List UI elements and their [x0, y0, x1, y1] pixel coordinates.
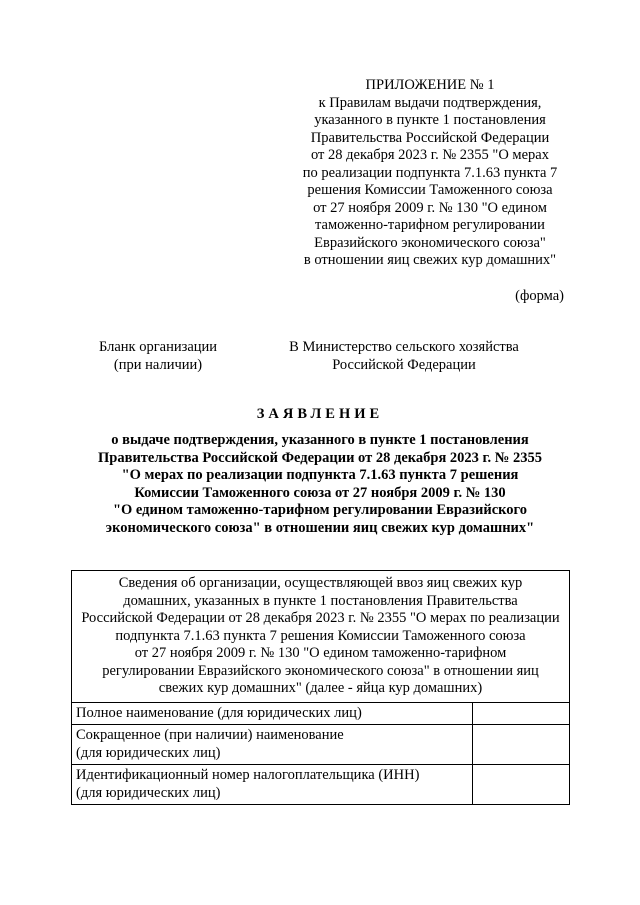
recipient-block — [274, 338, 534, 374]
field-label-line: (для юридических лиц) — [76, 784, 221, 801]
appendix-line: от 27 ноября 2009 г. № 130 "О едином — [313, 199, 547, 216]
document-subtitle — [70, 432, 570, 537]
organization-letterhead — [84, 338, 232, 374]
field-label-line: Идентификационный номер налогоплательщика (ИНН) — [76, 767, 420, 783]
appendix-line: решения Комиссии Таможенного союза — [307, 182, 553, 198]
organization-info-table — [71, 570, 570, 805]
appendix-block — [290, 77, 570, 270]
table-row — [72, 725, 570, 765]
appendix-line: Правительства Российской Федерации — [310, 129, 550, 146]
letterhead-line: (при наличии) — [113, 357, 203, 373]
recipient-line: Российской Федерации — [332, 357, 476, 373]
field-label-full-name — [72, 702, 473, 725]
table-header-row — [72, 571, 570, 703]
recipient-line: В Министерство сельского хозяйства — [289, 339, 519, 355]
appendix-line: указанного в пункте 1 постановления — [314, 112, 546, 128]
table-header-cell — [72, 571, 570, 703]
appendix-line: в отношении яиц свежих кур домашних" — [303, 252, 557, 268]
field-value-inn[interactable] — [473, 765, 570, 805]
subtitle-line: "О едином таможенно-тарифном регулировании Евразийского — [112, 502, 528, 518]
field-value-full-name[interactable] — [473, 702, 570, 725]
subtitle-line: о выдаче подтверждения, указанного в пункте 1 постановления — [111, 432, 529, 448]
appendix-title: ПРИЛОЖЕНИЕ № 1 — [365, 77, 495, 93]
header-line: домашних, указанных в пункте 1 постановления Правительства — [123, 592, 518, 609]
header-line: регулировании Евразийского экономического союза" в отношении яиц — [102, 662, 539, 679]
subtitle-line: Правительства Российской Федерации от 28 декабря 2023 г. № 2355 — [98, 449, 542, 466]
table-row — [72, 765, 570, 805]
header-line: Российской Федерации от 28 декабря 2023 г. № 2355 "О мерах по реализации — [81, 610, 560, 626]
header-line: свежих кур домашних" (далее - яйца кур домашних) — [158, 680, 483, 696]
subtitle-line: "О мерах по реализации подпункта 7.1.63 пункта 7 решения — [121, 467, 519, 483]
appendix-line: к Правилам выдачи подтверждения, — [318, 94, 542, 111]
subtitle-line: Комиссии Таможенного союза от 27 ноября 2009 г. № 130 — [134, 484, 506, 501]
header-line: от 27 ноября 2009 г. № 130 "О едином таможенно-тарифном — [134, 645, 507, 661]
field-value-short-name[interactable] — [473, 725, 570, 765]
field-label-line: Полное наименование (для юридических лиц) — [76, 704, 362, 721]
form-label: (форма) — [515, 288, 564, 304]
letterhead-line: Бланк организации — [98, 339, 218, 355]
document-title: ЗАЯВЛЕНИЕ — [256, 406, 384, 422]
header-line: Сведения об организации, осуществляющей ввоз яиц свежих кур — [118, 575, 523, 591]
field-label-inn — [72, 765, 473, 805]
appendix-line: от 28 декабря 2023 г. № 2355 "О мерах — [311, 147, 549, 163]
appendix-line: Евразийского экономического союза" — [314, 234, 546, 251]
field-label-line: (для юридических лиц) — [76, 744, 221, 761]
field-label-short-name — [72, 725, 473, 765]
table-row — [72, 702, 570, 725]
subtitle-line: экономического союза" в отношении яиц свежих кур домашних" — [105, 519, 535, 536]
appendix-line: по реализации подпункта 7.1.63 пункта 7 — [302, 164, 558, 181]
header-line: подпункта 7.1.63 пункта 7 решения Комиссии Таможенного союза — [115, 627, 526, 644]
field-label-line: Сокращенное (при наличии) наименование — [76, 727, 344, 743]
appendix-line: таможенно-тарифном регулировании — [315, 217, 545, 233]
